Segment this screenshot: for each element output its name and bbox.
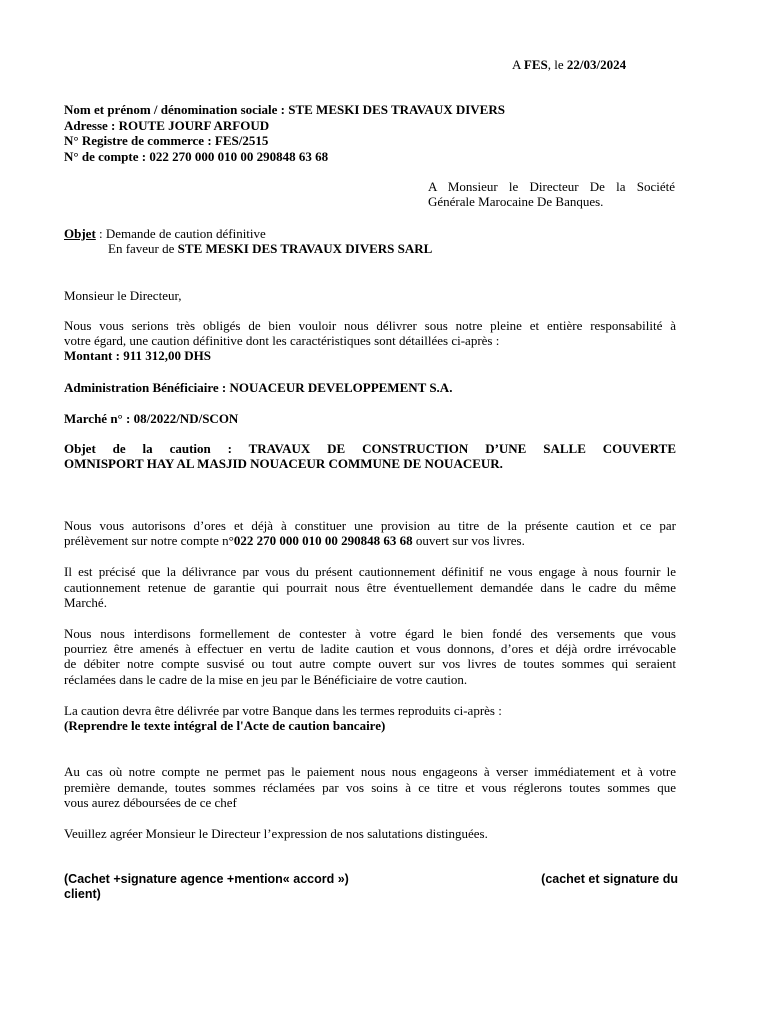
autorisation-line-2: [64, 533, 676, 548]
autorisation-prefix: prélèvement sur notre compte n°: [64, 533, 234, 548]
date-separator: , le: [547, 57, 567, 72]
sender-name-label: Nom et prénom / dénomination sociale :: [64, 102, 289, 117]
signature-client-line-1: (cachet et signature du: [541, 872, 678, 886]
objet-text: : Demande de caution définitive: [95, 226, 266, 241]
objet-caution-line-1: Objet de la caution : TRAVAUX DE CONSTRUCTION D’UNE SALLE COUVERTE: [64, 441, 676, 456]
interdiction-line-3: de débiter notre compte susvisé ou tout autre compte ouvert sur vos livres de toutes sommes qui seraient: [64, 656, 676, 671]
sender-address-label: Adresse :: [64, 118, 119, 133]
sender-name-line: [64, 102, 676, 117]
objet-caution-line-2: OMNISPORT HAY AL MASJID NOUACEUR COMMUNE DE NOUACEUR.: [64, 456, 503, 471]
interdiction-line-1: Nous nous interdisons formellement de contester à votre égard le bien fondé des versements que vous: [64, 626, 676, 641]
intro-line-2: votre égard, une caution définitive dont les caractéristiques sont détaillées ci-après :: [64, 333, 500, 348]
place-date: [512, 57, 672, 72]
engagement-line-3: vous aurez déboursées de ce chef: [64, 795, 237, 810]
sender-address-line: [64, 118, 676, 133]
signature-client-line-2: client): [64, 887, 101, 901]
city: FES: [523, 57, 548, 72]
interdiction-line-4: réclamées dans le cadre de la mise en jeu par le Bénéficiaire de votre caution.: [64, 672, 468, 687]
precise-line-3: Marché.: [64, 595, 107, 610]
faveur-value: STE MESKI DES TRAVAUX DIVERS SARL: [177, 241, 433, 256]
place-prefix: A: [512, 57, 524, 72]
salutation: Monsieur le Directeur,: [64, 288, 182, 303]
delivree-line-2: (Reprendre le texte intégral de l'Acte de caution bancaire): [64, 718, 386, 733]
recipient-line-1: A Monsieur le Directeur De la Société: [428, 179, 675, 194]
autorisation-suffix: ouvert sur vos livres.: [412, 533, 525, 548]
sender-registre: N° Registre de commerce : FES/2515: [64, 133, 269, 148]
precise-line-2: cautionnement retenue de garantie qui pourrait nous être éventuellement demandée dans le cadre du même: [64, 580, 676, 595]
engagement-line-1: Au cas où notre compte ne permet pas le paiement nous nous engageons à verser immédiatement et à votre: [64, 764, 676, 779]
interdiction-line-2: pourriez être amenés à effectuer en vertu de ladite caution et vous donnons, d’ores et déjà ordre irrévocable: [64, 641, 676, 656]
sender-name: STE MESKI DES TRAVAUX DIVERS: [288, 102, 505, 117]
sender-address: ROUTE JOURF ARFOUD: [118, 118, 270, 133]
objet-line: [64, 226, 676, 241]
intro-line-1: Nous vous serions très obligés de bien vouloir nous délivrer sous notre pleine et entière responsabilité à: [64, 318, 676, 333]
faveur-prefix: En faveur de: [108, 241, 178, 256]
signature-agence: (Cachet +signature agence +mention« accord »): [64, 872, 349, 886]
letter-date: 22/03/2024: [566, 57, 627, 72]
engagement-line-2: première demande, toutes sommes réclamées par vos soins à ce titre et vous réglerons toutes sommes que: [64, 780, 676, 795]
marche-numero: Marché n° : 08/2022/ND/SCON: [64, 411, 239, 426]
administration-beneficiaire: Administration Bénéficiaire : NOUACEUR DEVELOPPEMENT S.A.: [64, 380, 453, 395]
autorisation-line-1: Nous vous autorisons d’ores et déjà à constituer une provision au titre de la présente caution et ce par: [64, 518, 676, 533]
precise-line-1: Il est précisé que la délivrance par vous du présent cautionnement définitif ne vous engage à nous fournir le: [64, 564, 676, 579]
delivree-line-1: La caution devra être délivrée par votre Banque dans les termes reproduits ci-après :: [64, 703, 502, 718]
recipient-line-2: Générale Marocaine De Banques.: [428, 194, 604, 209]
closing-salutation: Veuillez agréer Monsieur le Directeur l’expression de nos salutations distinguées.: [64, 826, 488, 841]
sender-account: N° de compte : 022 270 000 010 00 290848 63 68: [64, 149, 329, 164]
faveur-line: [108, 241, 720, 256]
objet-label: Objet: [64, 226, 96, 241]
autorisation-account: 022 270 000 010 00 290848 63 68: [233, 533, 413, 548]
montant: Montant : 911 312,00 DHS: [64, 348, 211, 363]
